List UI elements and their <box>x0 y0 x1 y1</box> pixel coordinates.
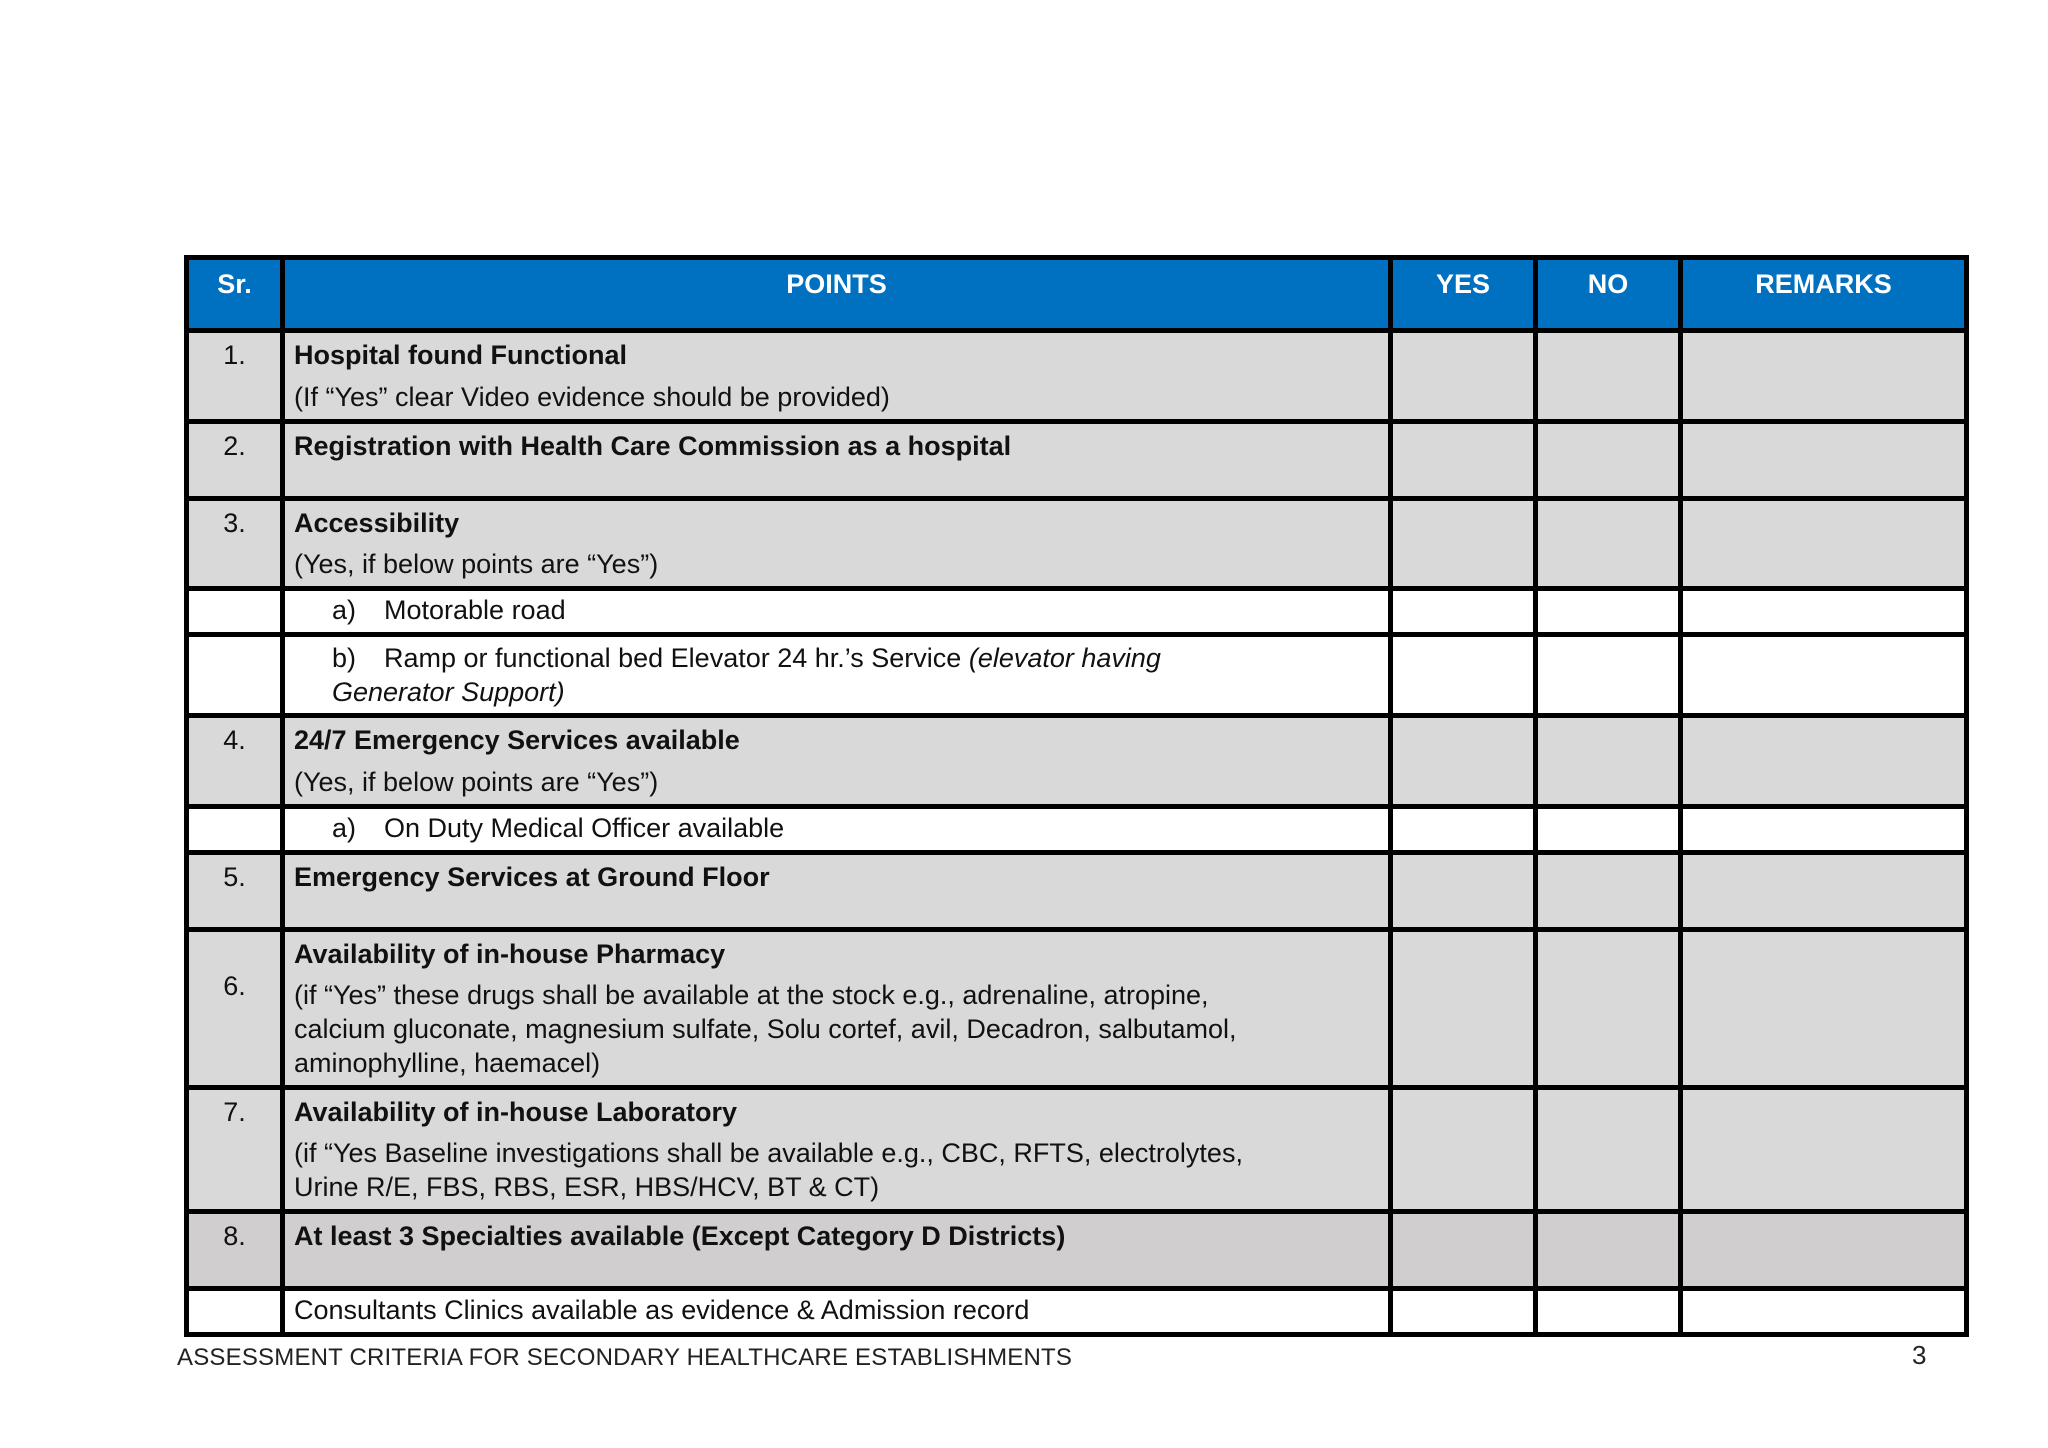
no-cell[interactable] <box>1536 716 1681 807</box>
table-row <box>187 331 1967 422</box>
sub-item-label: a) <box>332 595 357 625</box>
yes-cell[interactable] <box>1391 498 1536 589</box>
remarks-cell[interactable] <box>1681 1087 1967 1211</box>
header-sr: Sr. <box>187 258 283 331</box>
no-cell[interactable] <box>1536 1211 1681 1288</box>
point-title: Availability of in-house Pharmacy <box>294 938 726 969</box>
remarks-cell[interactable] <box>1681 929 1967 1087</box>
footer-title: ASSESSMENT CRITERIA FOR SECONDARY HEALTHCARE ESTABLISHMENTS <box>177 1344 1073 1371</box>
yes-cell[interactable] <box>1391 331 1536 422</box>
yes-cell[interactable] <box>1391 1288 1536 1334</box>
page-number: 3 <box>1912 1340 1927 1370</box>
row-points <box>283 852 1391 929</box>
table-row <box>187 716 1967 807</box>
sub-item <box>294 812 1379 846</box>
point-text: Consultants Clinics available as evidence & Admission record <box>294 1294 1030 1325</box>
remarks-cell[interactable] <box>1681 589 1967 635</box>
yes-cell[interactable] <box>1391 852 1536 929</box>
row-points <box>283 634 1391 716</box>
point-title: Registration with Health Care Commission as a hospital <box>294 430 1012 461</box>
table-row <box>187 1211 1967 1288</box>
remarks-cell[interactable] <box>1681 716 1967 807</box>
no-cell[interactable] <box>1536 806 1681 852</box>
sub-item-label: a) <box>332 812 357 843</box>
no-cell[interactable] <box>1536 421 1681 498</box>
row-points <box>283 716 1391 807</box>
yes-cell[interactable] <box>1391 716 1536 807</box>
row-points <box>283 1087 1391 1211</box>
remarks-cell[interactable] <box>1681 806 1967 852</box>
point-note <box>294 979 1379 1080</box>
yes-cell[interactable] <box>1391 421 1536 498</box>
table-row <box>187 806 1967 852</box>
yes-cell[interactable] <box>1391 634 1536 716</box>
remarks-cell[interactable] <box>1681 1288 1967 1334</box>
sub-item-label: b) <box>332 642 357 673</box>
point-title: 24/7 Emergency Services available <box>294 725 740 756</box>
yes-cell[interactable] <box>1391 589 1536 635</box>
header-points: POINTS <box>283 258 1391 331</box>
sub-item <box>294 642 1379 710</box>
table-row <box>187 634 1967 716</box>
header-yes: YES <box>1391 258 1536 331</box>
yes-cell[interactable] <box>1391 1211 1536 1288</box>
row-points <box>283 806 1391 852</box>
remarks-cell[interactable] <box>1681 421 1967 498</box>
row-sr-empty <box>187 806 283 852</box>
row-sr: 2. <box>187 421 283 498</box>
row-sr: 7. <box>187 1087 283 1211</box>
row-points <box>283 1288 1391 1334</box>
point-title: Availability of in-house Laboratory <box>294 1096 738 1127</box>
row-sr: 6. <box>187 929 283 1087</box>
table-row <box>187 929 1967 1087</box>
header-no: NO <box>1536 258 1681 331</box>
remarks-cell[interactable] <box>1681 498 1967 589</box>
sub-item-text: Motorable road <box>384 595 566 625</box>
row-points <box>283 331 1391 422</box>
point-note <box>294 1137 1379 1205</box>
row-points <box>283 589 1391 635</box>
row-sr: 5. <box>187 852 283 929</box>
sub-item-text: Ramp or functional bed Elevator 24 hr.’s Service <box>384 642 962 673</box>
yes-cell[interactable] <box>1391 1087 1536 1211</box>
table-row <box>187 421 1967 498</box>
note-line: (if “Yes Baseline investigations shall be available e.g., CBC, RFTS, electrolytes, <box>294 1138 1243 1169</box>
note-line: (if “Yes” these drugs shall be available at the stock e.g., adrenaline, atropine, <box>294 980 1209 1011</box>
row-points <box>283 421 1391 498</box>
yes-cell[interactable] <box>1391 806 1536 852</box>
point-title: Emergency Services at Ground Floor <box>294 861 770 892</box>
note-line: Urine R/E, FBS, RBS, ESR, HBS/HCV, BT & CT) <box>294 1172 880 1202</box>
table-row <box>187 852 1967 929</box>
point-title: At least 3 Specialties available (Except Category D Districts) <box>294 1220 1066 1251</box>
point-title: Accessibility <box>294 507 460 538</box>
row-sr: 8. <box>187 1211 283 1288</box>
table-row <box>187 1288 1967 1334</box>
no-cell[interactable] <box>1536 1087 1681 1211</box>
row-sr-empty <box>187 634 283 716</box>
no-cell[interactable] <box>1536 1288 1681 1334</box>
remarks-cell[interactable] <box>1681 852 1967 929</box>
row-points <box>283 929 1391 1087</box>
sub-item-italic-cont: Generator Support) <box>332 676 565 707</box>
yes-cell[interactable] <box>1391 929 1536 1087</box>
point-note: (Yes, if below points are “Yes”) <box>294 767 659 797</box>
no-cell[interactable] <box>1536 331 1681 422</box>
row-sr-empty <box>187 1288 283 1334</box>
remarks-cell[interactable] <box>1681 331 1967 422</box>
point-note: (If “Yes” clear Video evidence should be provided) <box>294 381 890 412</box>
remarks-cell[interactable] <box>1681 634 1967 716</box>
no-cell[interactable] <box>1536 852 1681 929</box>
row-sr: 4. <box>187 716 283 807</box>
point-note: (Yes, if below points are “Yes”) <box>294 549 659 580</box>
no-cell[interactable] <box>1536 929 1681 1087</box>
table-row <box>187 498 1967 589</box>
point-title: Hospital found Functional <box>294 340 627 370</box>
table-row <box>187 589 1967 635</box>
sub-item-text: On Duty Medical Officer available <box>384 812 785 843</box>
no-cell[interactable] <box>1536 498 1681 589</box>
row-points <box>283 498 1391 589</box>
sub-item <box>294 594 1379 628</box>
assessment-checklist-table <box>184 255 1969 1337</box>
header-remarks: REMARKS <box>1681 258 1967 331</box>
remarks-cell[interactable] <box>1681 1211 1967 1288</box>
table-row <box>187 1087 1967 1211</box>
table-header-row <box>187 258 1967 331</box>
note-line: calcium gluconate, magnesium sulfate, Solu cortef, avil, Decadron, salbutamol, <box>294 1014 1237 1044</box>
row-sr-empty <box>187 589 283 635</box>
row-points <box>283 1211 1391 1288</box>
row-sr: 1. <box>187 331 283 422</box>
row-sr: 3. <box>187 498 283 589</box>
note-line: aminophylline, haemacel) <box>294 1047 601 1078</box>
no-cell[interactable] <box>1536 589 1681 635</box>
no-cell[interactable] <box>1536 634 1681 716</box>
sub-item-italic: (elevator having <box>968 642 1161 673</box>
